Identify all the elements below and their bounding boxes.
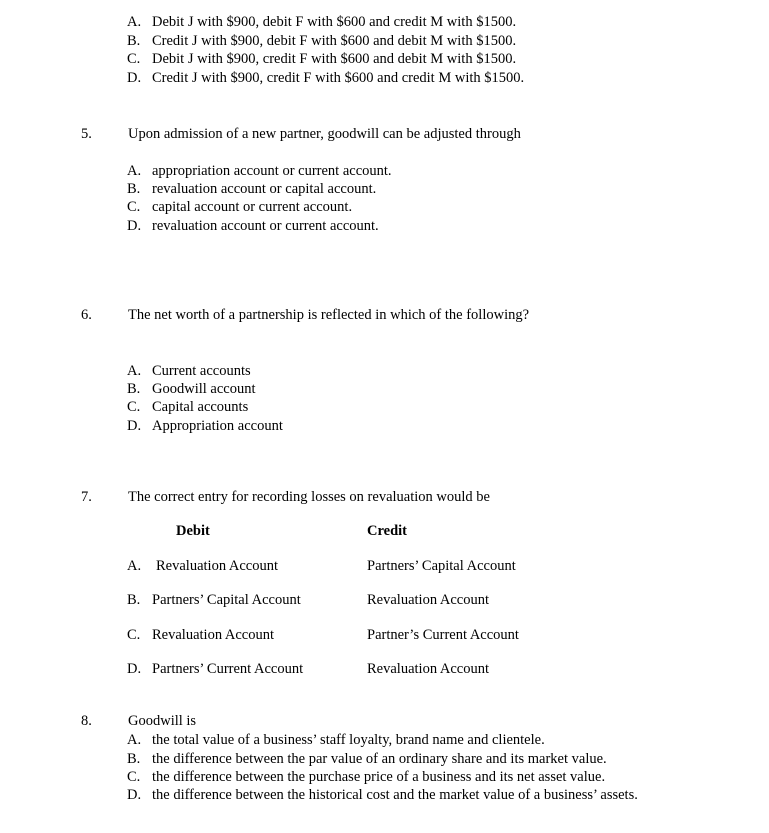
q8-option-d: D. the difference between the historical cost and the market value of a business’ assets. [127,787,638,803]
q7-row-c-debit: Revaluation Account [152,627,275,643]
q5-number: 5. [81,126,92,142]
q7-row-b-credit: Revaluation Account [367,592,490,608]
q6-option-c: C. Capital accounts [127,399,249,415]
q4-option-c: C. Debit J with $900, credit F with $600 and debit M with $1500. [127,51,517,67]
q6-text: The net worth of a partnership is reflected in which of the following? [128,307,530,323]
q4-option-d: D. Credit J with $900, credit F with $600 and credit M with $1500. [127,70,525,86]
q8-text: Goodwill is [128,713,197,729]
q7-row-a-credit: Partners’ Capital Account [367,558,516,574]
q5-option-a: A. appropriation account or current account. [127,163,392,179]
q7-row-a-letter: A. [127,558,142,574]
q7-row-a-debit: Revaluation Account [156,558,279,574]
q7-row-c-letter: C. [127,627,141,643]
q7-row-d-letter: D. [127,661,142,677]
q8-number: 8. [81,713,92,729]
q4-option-b: B. Credit J with $900, debit F with $600 and debit M with $1500. [127,33,517,49]
q7-row-d-credit: Revaluation Account [367,661,490,677]
q7-row-b-debit: Partners’ Capital Account [152,592,301,608]
q5-text: Upon admission of a new partner, goodwill can be adjusted through [128,126,521,142]
q4-option-a: A. Debit J with $900, debit F with $600 and credit M with $1500. [127,14,517,30]
q8-option-b: B. the difference between the par value of an ordinary share and its market value. [127,751,607,767]
q7-debit-header: Debit [176,523,210,539]
q8-option-c: C. the difference between the purchase price of a business and its net asset value. [127,769,606,785]
q7-text: The correct entry for recording losses on revaluation would be [128,489,490,505]
q8-option-a: A. the total value of a business’ staff loyalty, brand name and clientele. [127,732,545,748]
q5-option-d: D. revaluation account or current account. [127,218,379,234]
q5-option-b: B. revaluation account or capital account. [127,181,377,197]
q7-row-d-debit: Partners’ Current Account [152,661,304,677]
q6-option-d: D. Appropriation account [127,418,283,434]
q6-number: 6. [81,307,92,323]
q7-number: 7. [81,489,92,505]
q7-row-b-letter: B. [127,592,141,608]
q6-option-b: B. Goodwill account [127,381,256,397]
q5-option-c: C. capital account or current account. [127,199,353,215]
q6-option-a: A. Current accounts [127,363,251,379]
q7-credit-header: Credit [367,523,408,539]
q7-row-c-credit: Partner’s Current Account [367,627,519,643]
